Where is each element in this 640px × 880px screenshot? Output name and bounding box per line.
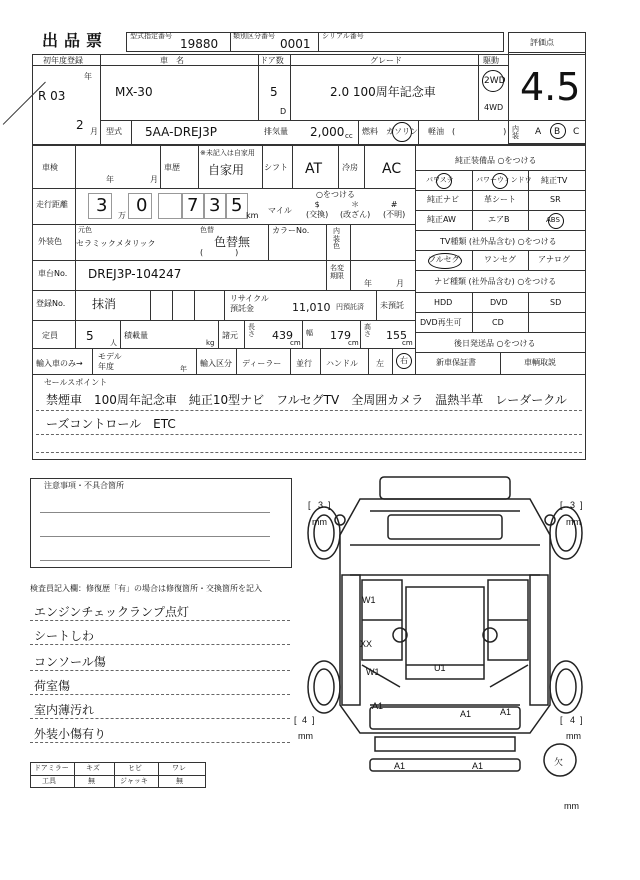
tread-fl-open: [ bbox=[308, 500, 311, 510]
tread-rr: 4 bbox=[570, 715, 576, 725]
disp-label: 排気量 bbox=[264, 127, 288, 136]
mark-u1: U1 bbox=[434, 663, 446, 673]
mileage-exchange: $ (交換) bbox=[306, 200, 329, 219]
color-no-label: カラーNo. bbox=[272, 226, 310, 235]
disp-value: 2,000 bbox=[310, 125, 345, 139]
mark-xx: XX bbox=[360, 639, 373, 649]
tread-fl: 3 bbox=[318, 500, 324, 510]
regno-label: 登録No. bbox=[36, 299, 66, 308]
tread-mm-3: mm bbox=[298, 731, 313, 741]
fuel-diesel: 軽油 bbox=[428, 127, 444, 136]
len-label: 長さ bbox=[248, 323, 255, 338]
len-cm: cm bbox=[290, 339, 301, 347]
mileage-d2: 0 bbox=[136, 195, 148, 216]
tread-fr: 3 bbox=[570, 500, 576, 510]
interior-label: 内装 bbox=[512, 125, 519, 140]
mileage-man: 万 bbox=[118, 211, 126, 220]
equip-powersteering: パワステ bbox=[426, 176, 454, 184]
tools-jack-val: 無 bbox=[176, 777, 183, 785]
tools-h-scratch: キズ bbox=[86, 764, 100, 772]
mileage-circle-note: ○をつける bbox=[316, 190, 355, 199]
mark-w1-2: W1 bbox=[366, 667, 380, 677]
handle-left: 左 bbox=[376, 359, 384, 368]
use-label: 車歴 bbox=[164, 163, 180, 172]
name-change-label: 名変期限 bbox=[330, 264, 344, 281]
equip-leather: 革シート bbox=[484, 195, 516, 204]
note-line-4: 荷室傷 bbox=[34, 679, 71, 693]
reg-era: R 03 bbox=[38, 89, 66, 103]
equip-airbag: エアB bbox=[488, 215, 510, 224]
fuel-gasoline: ガソリン bbox=[386, 127, 418, 136]
svg-text:]: ] bbox=[580, 500, 583, 510]
ac-label: 冷房 bbox=[342, 163, 358, 172]
grade-value: 2.0 100周年記念車 bbox=[330, 85, 436, 99]
color-paint-value: 色替無 bbox=[214, 235, 251, 249]
nav-dvd: DVD bbox=[490, 298, 508, 307]
mileage-label: 走行距離 bbox=[36, 200, 68, 209]
inspect-label: 車検 bbox=[42, 163, 58, 172]
tools-h-crack: ヒビ bbox=[128, 764, 142, 772]
tv-analog: アナログ bbox=[538, 255, 570, 264]
tv-title: TV種類 (社外品含む) ○をつける bbox=[440, 237, 557, 246]
svg-text:]: ] bbox=[580, 715, 583, 725]
chassis-label: 車台No. bbox=[38, 269, 68, 278]
nav-sd: SD bbox=[550, 298, 562, 307]
tread-rl: 4 bbox=[302, 715, 308, 725]
rating-label: 評価点 bbox=[530, 38, 554, 47]
equip-sr: SR bbox=[550, 195, 561, 204]
model-year-label: モデル年度 bbox=[98, 352, 122, 371]
note-line-2: シートしわ bbox=[34, 629, 95, 643]
equip-abs: ABS bbox=[546, 216, 560, 224]
capacity-label: 定員 bbox=[42, 331, 58, 340]
use-note: ※未記入は自家用 bbox=[200, 149, 255, 157]
mileage-unknown: # (不明) bbox=[383, 200, 406, 219]
import-parallel: 並行 bbox=[296, 359, 312, 368]
notes-box bbox=[30, 478, 292, 568]
dims-label: 諸元 bbox=[222, 331, 238, 340]
svg-text:]: ] bbox=[328, 500, 331, 510]
capacity-unit: 人 bbox=[110, 339, 117, 347]
serial-label: シリアル番号 bbox=[322, 32, 364, 40]
import-dealer: ディーラー bbox=[242, 359, 282, 368]
interior-b: B bbox=[554, 127, 561, 137]
mark-a1-2: A1 bbox=[460, 709, 472, 719]
doors-sub: D bbox=[280, 107, 287, 116]
reg-month: 2 bbox=[76, 118, 84, 132]
reg-label: 初年度登録 bbox=[43, 56, 83, 65]
equip-navi: 純正ナビ bbox=[427, 195, 459, 204]
equip-powerwindow: パワーウィンドウ bbox=[476, 176, 532, 184]
drive-label: 駆動 bbox=[483, 56, 499, 65]
mileage-mile: マイル bbox=[268, 206, 292, 215]
color-orig-value: セラミックメタリック bbox=[76, 239, 156, 248]
tread-mm-2: mm bbox=[566, 517, 581, 527]
chassis-value: DREJ3P-104247 bbox=[88, 267, 182, 281]
fuel-selected-circle bbox=[392, 122, 412, 142]
svg-text:[: [ bbox=[560, 500, 563, 510]
drive-2wd: 2WD bbox=[484, 76, 506, 86]
name-change-month: 月 bbox=[396, 279, 404, 288]
note-line-5: 室内薄汚れ bbox=[34, 703, 95, 717]
type-no: 19880 bbox=[180, 37, 219, 51]
notes-label: 注意事項・不具合箇所 bbox=[44, 481, 124, 490]
mileage-d1: 3 bbox=[96, 195, 108, 216]
wid-cm: cm bbox=[348, 339, 359, 347]
tools-jack: ジャッキ bbox=[120, 777, 148, 785]
tools-h-mirror: ドアミラー bbox=[34, 764, 69, 772]
import-div-label: 輸入区分 bbox=[200, 359, 232, 368]
color-orig-label: 元色 bbox=[78, 226, 92, 234]
capacity-value: 5 bbox=[86, 329, 94, 343]
vehicle-name: MX-30 bbox=[115, 85, 153, 99]
inspector-label: 検査員記入欄：修復歴「有」の場合は修復箇所・交換箇所を記入 bbox=[30, 584, 262, 593]
missing-label: 欠 bbox=[554, 757, 564, 767]
interior-c: C bbox=[573, 127, 580, 137]
mileage-d3: 7 bbox=[187, 195, 199, 216]
doors-label: ドア数 bbox=[260, 56, 284, 65]
interior-a: A bbox=[535, 127, 542, 137]
regno-value: 抹消 bbox=[92, 297, 117, 311]
disp-unit: cc bbox=[345, 132, 353, 140]
fuel-paren: ( ) bbox=[452, 127, 507, 136]
inspect-month: 月 bbox=[150, 175, 158, 184]
mileage-d5: 5 bbox=[231, 195, 243, 216]
tools-tool-val: 無 bbox=[88, 777, 95, 785]
ac-value: AC bbox=[382, 161, 402, 177]
shift-label: シフト bbox=[264, 163, 288, 172]
sales-line-2: ーズコントロール ETC bbox=[46, 417, 176, 431]
class-no: 0001 bbox=[280, 37, 311, 51]
fuel-label: 燃料 bbox=[362, 127, 378, 136]
recycle-unpaid: 未預託 bbox=[380, 301, 404, 310]
type-no-label: 型式指定番号 bbox=[130, 32, 172, 40]
wid-label: 幅 bbox=[306, 329, 313, 337]
note-line-6: 外装小傷有り bbox=[34, 727, 107, 741]
nav-cd: CD bbox=[492, 318, 504, 327]
svg-text:]: ] bbox=[312, 715, 315, 725]
wid-value: 179 bbox=[330, 329, 351, 342]
recycle-value: 11,010 bbox=[292, 301, 331, 314]
reg-year-unit: 年 bbox=[84, 72, 92, 81]
tv-fullseg: フルセグ bbox=[428, 255, 460, 264]
hgt-label: 高さ bbox=[364, 323, 371, 338]
mileage-km: km bbox=[246, 211, 259, 220]
svg-text:[: [ bbox=[294, 715, 297, 725]
car-damage-diagram bbox=[294, 475, 600, 815]
color-paint-paren: ( ) bbox=[200, 248, 239, 257]
mark-a1-5: A1 bbox=[472, 761, 484, 771]
later-manual: 車輌取説 bbox=[524, 358, 556, 367]
recycle-unit: 円預託済 bbox=[336, 303, 364, 311]
class-no-label: 類別区分番号 bbox=[233, 32, 275, 40]
equip-title: 純正装備品 ○をつける bbox=[455, 156, 537, 165]
later-warranty: 新車保証書 bbox=[436, 358, 476, 367]
note-line-3: コンソール傷 bbox=[34, 655, 106, 669]
color-paint-label: 色替 bbox=[200, 226, 214, 234]
nav-dvdplay: DVD再生可 bbox=[420, 318, 462, 327]
len-value: 439 bbox=[272, 329, 293, 342]
grade-label: グレード bbox=[370, 56, 402, 65]
import-only: 輸入車のみ→ bbox=[36, 359, 83, 368]
form-title: 出品票 bbox=[42, 31, 109, 50]
drive-selected-circle bbox=[482, 70, 504, 92]
mark-a1-1: A1 bbox=[372, 701, 384, 711]
load-label: 積載量 bbox=[124, 331, 148, 340]
mark-w1-1: W1 bbox=[362, 595, 376, 605]
rating-value: 4.5 bbox=[520, 65, 581, 109]
reg-month-unit: 月 bbox=[90, 127, 98, 136]
shift-value: AT bbox=[305, 161, 323, 177]
handle-right: 右 bbox=[400, 356, 408, 365]
tread-mm-4: mm bbox=[566, 731, 581, 741]
mileage-modified: ＊ (改ざん) bbox=[340, 200, 371, 219]
hgt-value: 155 bbox=[386, 329, 407, 342]
svg-text:[: [ bbox=[560, 715, 563, 725]
name-change-year: 年 bbox=[364, 279, 372, 288]
nav-hdd: HDD bbox=[434, 298, 453, 307]
interior-color-label: 内装色 bbox=[333, 227, 340, 251]
equip-tv: 純正TV bbox=[541, 176, 568, 185]
drive-4wd: 4WD bbox=[484, 103, 504, 112]
note-line-1: エンジンチェックランプ点灯 bbox=[34, 605, 190, 619]
hgt-cm: cm bbox=[402, 339, 413, 347]
sales-label: セールスポイント bbox=[44, 378, 108, 387]
tools-h-break: ワレ bbox=[172, 764, 186, 772]
tv-oneseg: ワンセグ bbox=[484, 255, 516, 264]
model-value: 5AA-DREJ3P bbox=[145, 125, 218, 139]
handle-label: ハンドル bbox=[326, 359, 358, 368]
recycle-label: リサイクル預託金 bbox=[230, 294, 269, 313]
model-label: 型式 bbox=[106, 127, 122, 136]
mark-a1-3: A1 bbox=[500, 707, 512, 717]
load-unit: kg bbox=[206, 339, 215, 347]
mark-a1-4: A1 bbox=[394, 761, 406, 771]
name-label: 車 名 bbox=[160, 56, 184, 65]
tread-mm-5: mm bbox=[564, 801, 579, 811]
tread-mm-1: mm bbox=[312, 517, 327, 527]
mileage-d4: 3 bbox=[209, 195, 221, 216]
tools-tool: 工具 bbox=[42, 777, 56, 785]
later-title: 後日発送品 ○をつける bbox=[454, 339, 536, 348]
use-value: 自家用 bbox=[208, 163, 245, 177]
sales-line-1: 禁煙車 100周年記念車 純正10型ナビ フルセグTV 全周囲カメラ 温熱半革 レーダークル bbox=[46, 393, 567, 407]
doors-value: 5 bbox=[270, 85, 278, 99]
inspect-year: 年 bbox=[106, 175, 114, 184]
color-label: 外装色 bbox=[38, 237, 62, 246]
model-year-nen: 年 bbox=[180, 365, 187, 373]
equip-aw: 純正AW bbox=[427, 215, 456, 224]
nav-title: ナビ種類 (社外品含む) ○をつける bbox=[434, 277, 557, 286]
